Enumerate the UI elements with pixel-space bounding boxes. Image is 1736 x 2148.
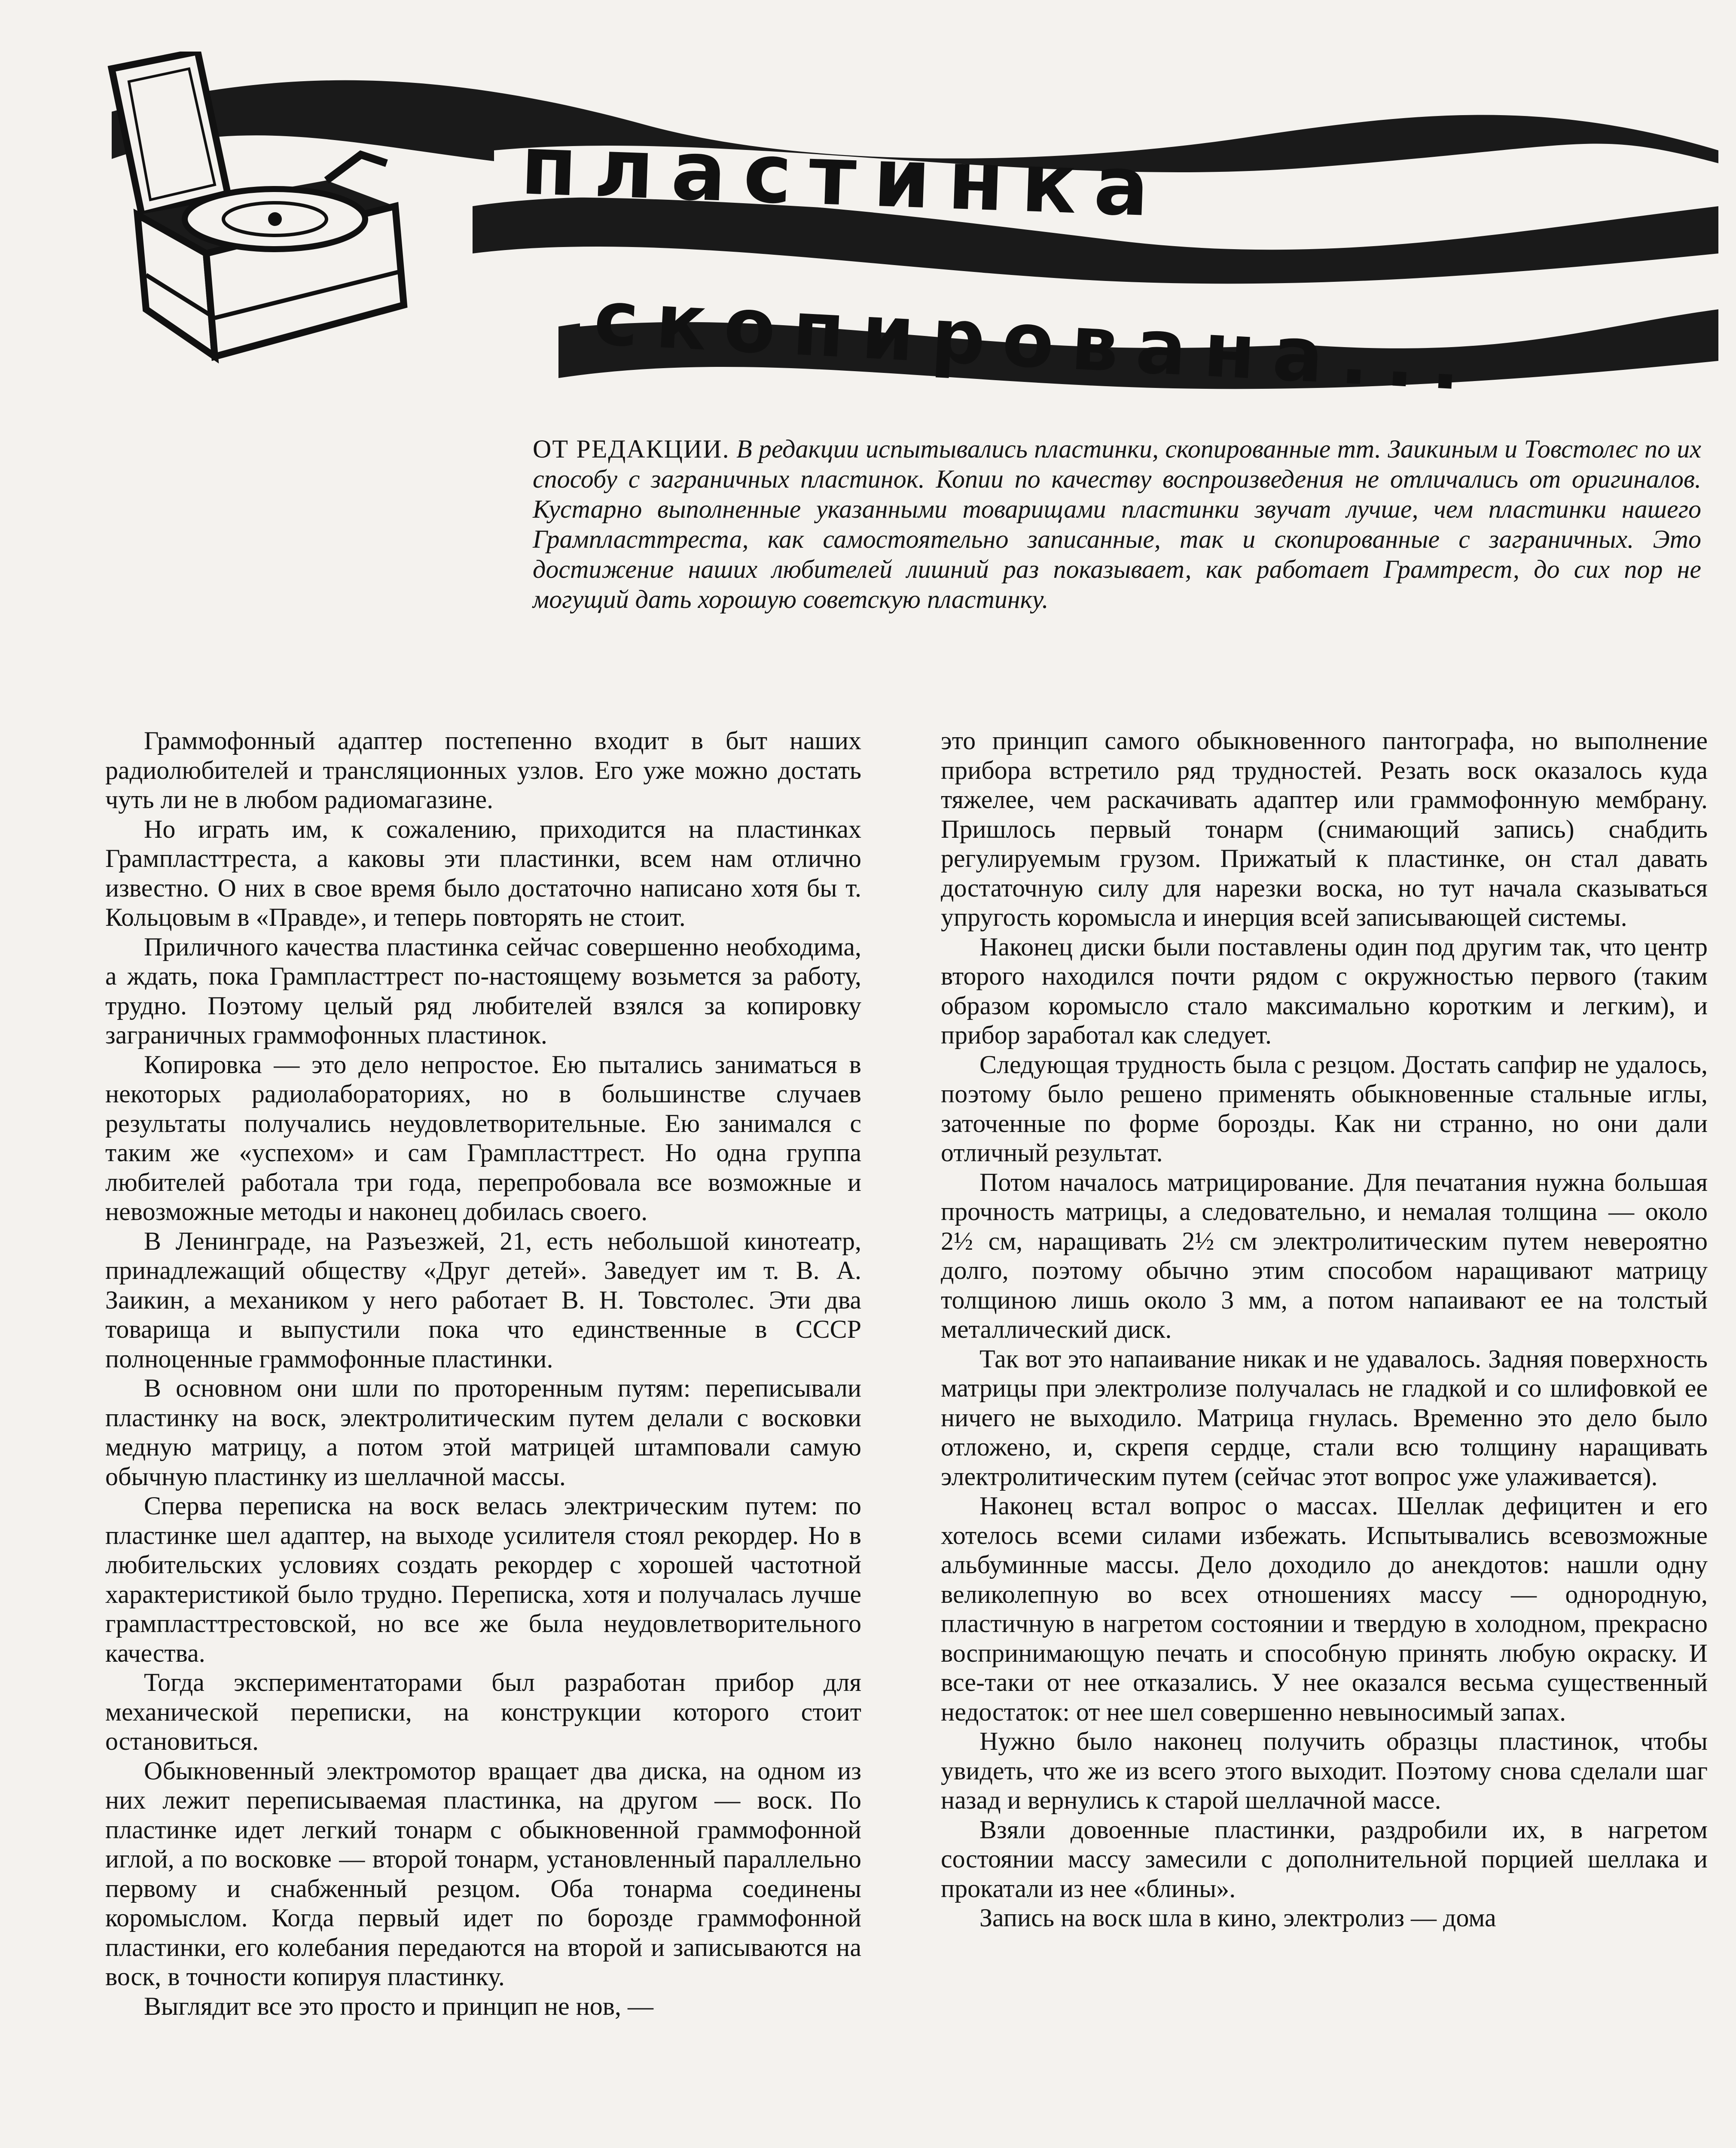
paragraph: это принцип самого обыкновенного пантографа, но выполнение прибора встретило ряд трудностей. Резать воск оказалось куда тяжелее, чем раскачивать адаптер или граммофонную мембрану. Пришлось первый тонарм (снимающий запись) снабдить регулируемым грузом. Прижатый к пластинке, он стал давать достаточную силу для нарезки воска, но тут начала сказываться упругость коромысла и инерция всей записывающей системы.	[941, 726, 1708, 931]
paragraph: Потом началось матрицирование. Для печатания нужна большая прочность матрицы, а следовательно, и немалая толщина — около 2½ см, наращивать 2½ см электролитическим путем невероятно долго, поэтому обычно этим способом наращивают матрицу толщиною лишь около 3 мм, а потом напаивают ее на толстый металлический диск.	[941, 1168, 1708, 1343]
article-column-right	[941, 726, 1708, 1933]
paragraph: Следующая трудность была с резцом. Достать сапфир не удалось, поэтому было решено применять обыкновенные стальные иглы, заточенные по форме борозды. Как ни странно, но они дали отличный результат.	[941, 1050, 1708, 1167]
paragraph: Взяли довоенные пластинки, раздробили их, в нагретом состоянии массу замесили с дополнительной порцией шеллака и прокатали из нее «блины».	[941, 1815, 1708, 1903]
paragraph: Тогда экспериментаторами был разработан прибор для механической переписки, на конструкции которого стоит остановиться.	[105, 1668, 861, 1755]
title-line-2: скопирована...	[592, 275, 1480, 408]
paragraph: Обыкновенный электромотор вращает два диска, на одном из них лежит переписываемая пластинка, на другом — воск. По пластинке идет легкий тонарм с обыкновенной граммофонной иглой, а по восковке — второй тонарм, установленный параллельно первому и снабженный резцом. Оба тонарма соединены коромыслом. Когда первый идет по борозде граммофонной пластинки, его колебания передаются на второй и записываются на воск, в точности копируя пластинку.	[105, 1756, 861, 1991]
paragraph: Так вот это напаивание никак и не удавалось. Задняя поверхность матрицы при электролизе получалась не гладкой и со шлифовкой ее ничего не выходило. Матрица гнулась. Временно это дело было отложено, и, скрепя сердце, стали всю толщину наращивать электролитическим путем (сейчас этот вопрос уже улаживается).	[941, 1344, 1708, 1491]
title-line-1: пластинка	[519, 118, 1168, 235]
paragraph: Сперва переписка на воск велась электрическим путем: по пластинке шел адаптер, на выходе усилителя стоял рекордер. Но в любительских условиях создать рекордер с хорошей частотной характеристикой было трудно. Переписка, хотя и получалась лучше грампласттрестовской, но все же была неудовлетворительного качества.	[105, 1492, 861, 1667]
article-column-left	[105, 726, 861, 2021]
paragraph: Наконец встал вопрос о массах. Шеллак дефицитен и его хотелось всеми силами избежать. Испытывались всевозможные альбуминные массы. Дело доходило до анекдотов: нашли одну великолепную во всех отношениях массу — однородную, пластичную в нагретом состоянии и твердую в холодном, прекрасно воспринимающую печать и способную принять любую окраску. И все-таки от нее отказались. У нее оказался весьма существенный недостаток: от нее шел совершенно невыносимый запах.	[941, 1492, 1708, 1726]
paragraph: В Ленинграде, на Разъезжей, 21, есть небольшой кинотеатр, принадлежащий обществу «Друг детей». Заведует им т. В. А. Заикин, а механиком у него работает В. Н. Товстолес. Эти два товарища и выпустили пока что единственные в СССР полноценные граммофонные пластинки.	[105, 1227, 861, 1373]
editorial-note-text: В редакции испытывались пластинки, скопированные тт. Заикиным и Товстолес по их способу с заграничных пластинок. Копии по качеству воспроизведения не отличались от оригиналов. Кустарно выполненные указанными товарищами пластинки звучат лучше, чем пластинки нашего Грампласттреста, как самостоятельно записанные, так и скопированные с заграничных. Это достижение наших любителей лишний раз показывает, как работает Грамтрест, до сих пор не могущий дать хорошую советскую пластинку.	[533, 435, 1701, 613]
editorial-note-lead: ОТ РЕДАКЦИИ.	[533, 435, 730, 463]
paragraph: Нужно было наконец получить образцы пластинок, чтобы увидеть, что же из всего этого выходит. Поэтому снова сделали шаг назад и вернулись к старой шеллачной массе.	[941, 1727, 1708, 1814]
header-graphic	[86, 52, 1718, 438]
paragraph: Приличного качества пластинка сейчас совершенно необходима, а ждать, пока Грампласттрест по-настоящему возьмется за работу, трудно. Поэтому целый ряд любителей взялся за копировку заграничных граммофонных пластинок.	[105, 932, 861, 1049]
paragraph: Наконец диски были поставлены один под другим так, что центр второго находился почти рядом с окружностью первого (таким образом коромысло стало максимально коротким и легким), и прибор заработал как следует.	[941, 932, 1708, 1049]
paragraph: Выглядит все это просто и принцип не нов, —	[144, 1992, 654, 2020]
paragraph: Но играть им, к сожалению, приходится на пластинках Грампласттреста, а каковы эти пластинки, всем нам отлично известно. О них в свое время было достаточно написано хотя бы т. Кольцовым в «Правде», и теперь повторять не стоит.	[105, 815, 861, 931]
editorial-note	[533, 434, 1701, 614]
paragraph: Копировка — это дело непростое. Ею пытались заниматься в некоторых радиолабораториях, но в большинстве случаев результаты получались неудовлетворительные. Ею занимался с таким же «успехом» и сам Грампласттрест. Но одна группа любителей работала три года, перепробовала все возможные и невозможные методы и наконец добилась своего.	[105, 1050, 861, 1226]
paragraph: В основном они шли по проторенным путям: переписывали пластинку на воск, электролитическим путем делали с восковки медную матрицу, а потом этой матрицей штамповали самую обычную пластинку из шеллачной массы.	[105, 1374, 861, 1491]
paragraph: Запись на воск шла в кино, электролиз — дома	[979, 1904, 1496, 1932]
paragraph: Граммофонный адаптер постепенно входит в быт наших радиолюбителей и трансляционных узлов. Его уже можно достать чуть ли не в любом радиомагазине.	[105, 726, 861, 814]
